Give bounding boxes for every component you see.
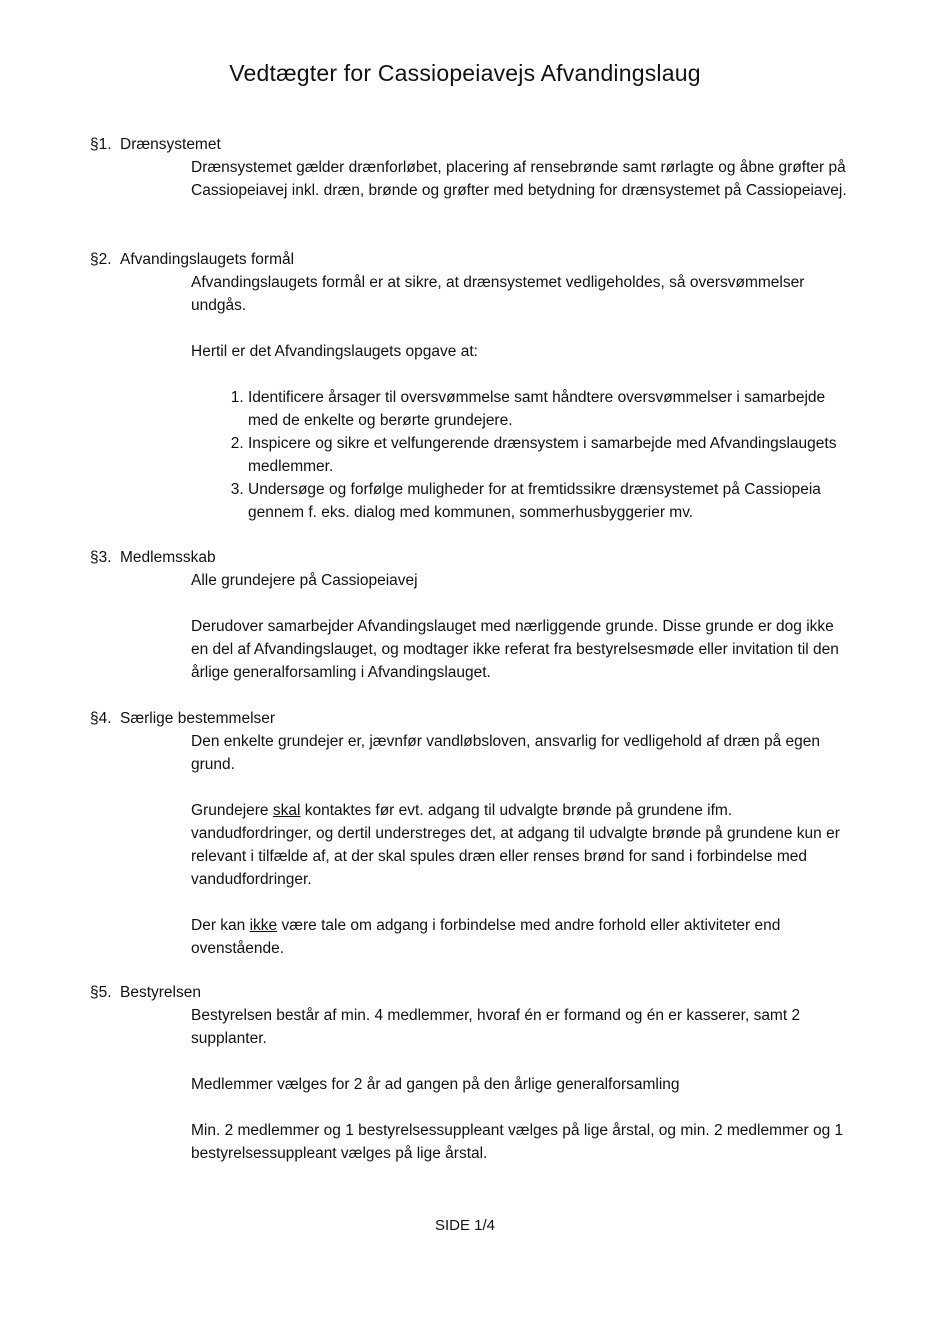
section-body — [191, 730, 850, 960]
text-run: kontaktes før evt. adgang til udvalgte brønde på grundene ifm. vandudfordringer, og dertil understreges det, at adgang til udvalgte brønde på grundene kun er relevant i tilfælde af, at der skal spules dræn eller renses brønd for sand i forbindelse med vandudfordringer. — [191, 802, 840, 888]
section-title: Drænsystemet — [120, 136, 221, 153]
section-number: §3. — [90, 549, 112, 566]
underlined-word: skal — [272, 802, 301, 819]
paragraph: Drænsystemet gælder drænforløbet, placering af rensebrønde samt rørlagte og åbne grøfter på Cassiopeiavej inkl. dræn, brønde og grøfter med betydning for drænsystemet på Cassiopeiavej. — [191, 159, 847, 199]
section-body — [191, 569, 850, 684]
section-1 — [90, 133, 850, 202]
section-5 — [90, 981, 850, 1165]
section-heading — [90, 248, 850, 271]
paragraph: Hertil er det Afvandingslaugets opgave at: — [191, 343, 478, 360]
section-number: §4. — [90, 710, 112, 727]
section-body — [191, 156, 850, 202]
list-item: 1. Identificere årsager til oversvømmelse samt håndtere oversvømmelser i samarbejde med de enkelte og berørte grundejere. — [248, 386, 850, 432]
section-number: §1. — [90, 136, 112, 153]
task-list — [191, 386, 850, 524]
section-title: Medlemsskab — [120, 549, 216, 566]
section-title: Særlige bestemmelser — [120, 710, 276, 727]
section-number: §5. — [90, 984, 112, 1001]
section-heading — [90, 546, 850, 569]
section-number: §2. — [90, 251, 112, 268]
page-number: SIDE 1/4 — [434, 1217, 496, 1234]
section-title: Bestyrelsen — [120, 984, 201, 1001]
list-item: 3. Undersøge og forfølge muligheder for at fremtidssikre drænsystemet på Cassiopeia gennem f. eks. dialog med kommunen, sommerhusbyggerier mv. — [248, 478, 850, 524]
text-run: Der kan — [191, 917, 250, 934]
paragraph: Derudover samarbejder Afvandingslauget med nærliggende grunde. Disse grunde er dog ikke en del af Afvandingslauget, og modtager ikke referat fra bestyrelsesmøde eller invitation til den årlige generalforsamling i Afvandingslauget. — [191, 618, 839, 681]
paragraph: Den enkelte grundejer er, jævnfør vandløbsloven, ansvarlig for vedligehold af dræn på egen grund. — [191, 733, 820, 773]
underlined-word: ikke — [249, 917, 278, 934]
paragraph: Min. 2 medlemmer og 1 bestyrelsessuppleant vælges på lige årstal, og min. 2 medlemmer og 1 bestyrelsessuppleant vælges på lige årstal. — [191, 1122, 844, 1162]
section-4 — [90, 707, 850, 960]
paragraph — [191, 914, 850, 960]
section-heading — [90, 981, 850, 1004]
document-title: Vedtægter for Cassiopeiavejs Afvandingslaug — [229, 60, 701, 86]
section-heading — [90, 133, 850, 156]
section-3 — [90, 546, 850, 684]
section-heading — [90, 707, 850, 730]
list-item: 2. Inspicere og sikre et velfungerende drænsystem i samarbejde med Afvandingslaugets medlemmer. — [248, 432, 850, 478]
paragraph: Bestyrelsen består af min. 4 medlemmer, hvoraf én er formand og én er kasserer, samt 2 supplanter. — [191, 1007, 801, 1047]
section-body — [191, 271, 850, 524]
section-2 — [90, 248, 850, 524]
section-title: Afvandingslaugets formål — [120, 251, 295, 268]
paragraph: Alle grundejere på Cassiopeiavej — [191, 572, 418, 589]
paragraph — [191, 799, 850, 891]
section-body — [191, 1004, 850, 1165]
paragraph: Medlemmer vælges for 2 år ad gangen på den årlige generalforsamling — [191, 1076, 680, 1093]
text-run: være tale om adgang i forbindelse med andre forhold eller aktiviteter end ovenstående. — [191, 917, 781, 957]
paragraph: Afvandingslaugets formål er at sikre, at drænsystemet vedligeholdes, så oversvømmelser undgås. — [191, 274, 805, 314]
text-run: Grundejere — [191, 802, 273, 819]
